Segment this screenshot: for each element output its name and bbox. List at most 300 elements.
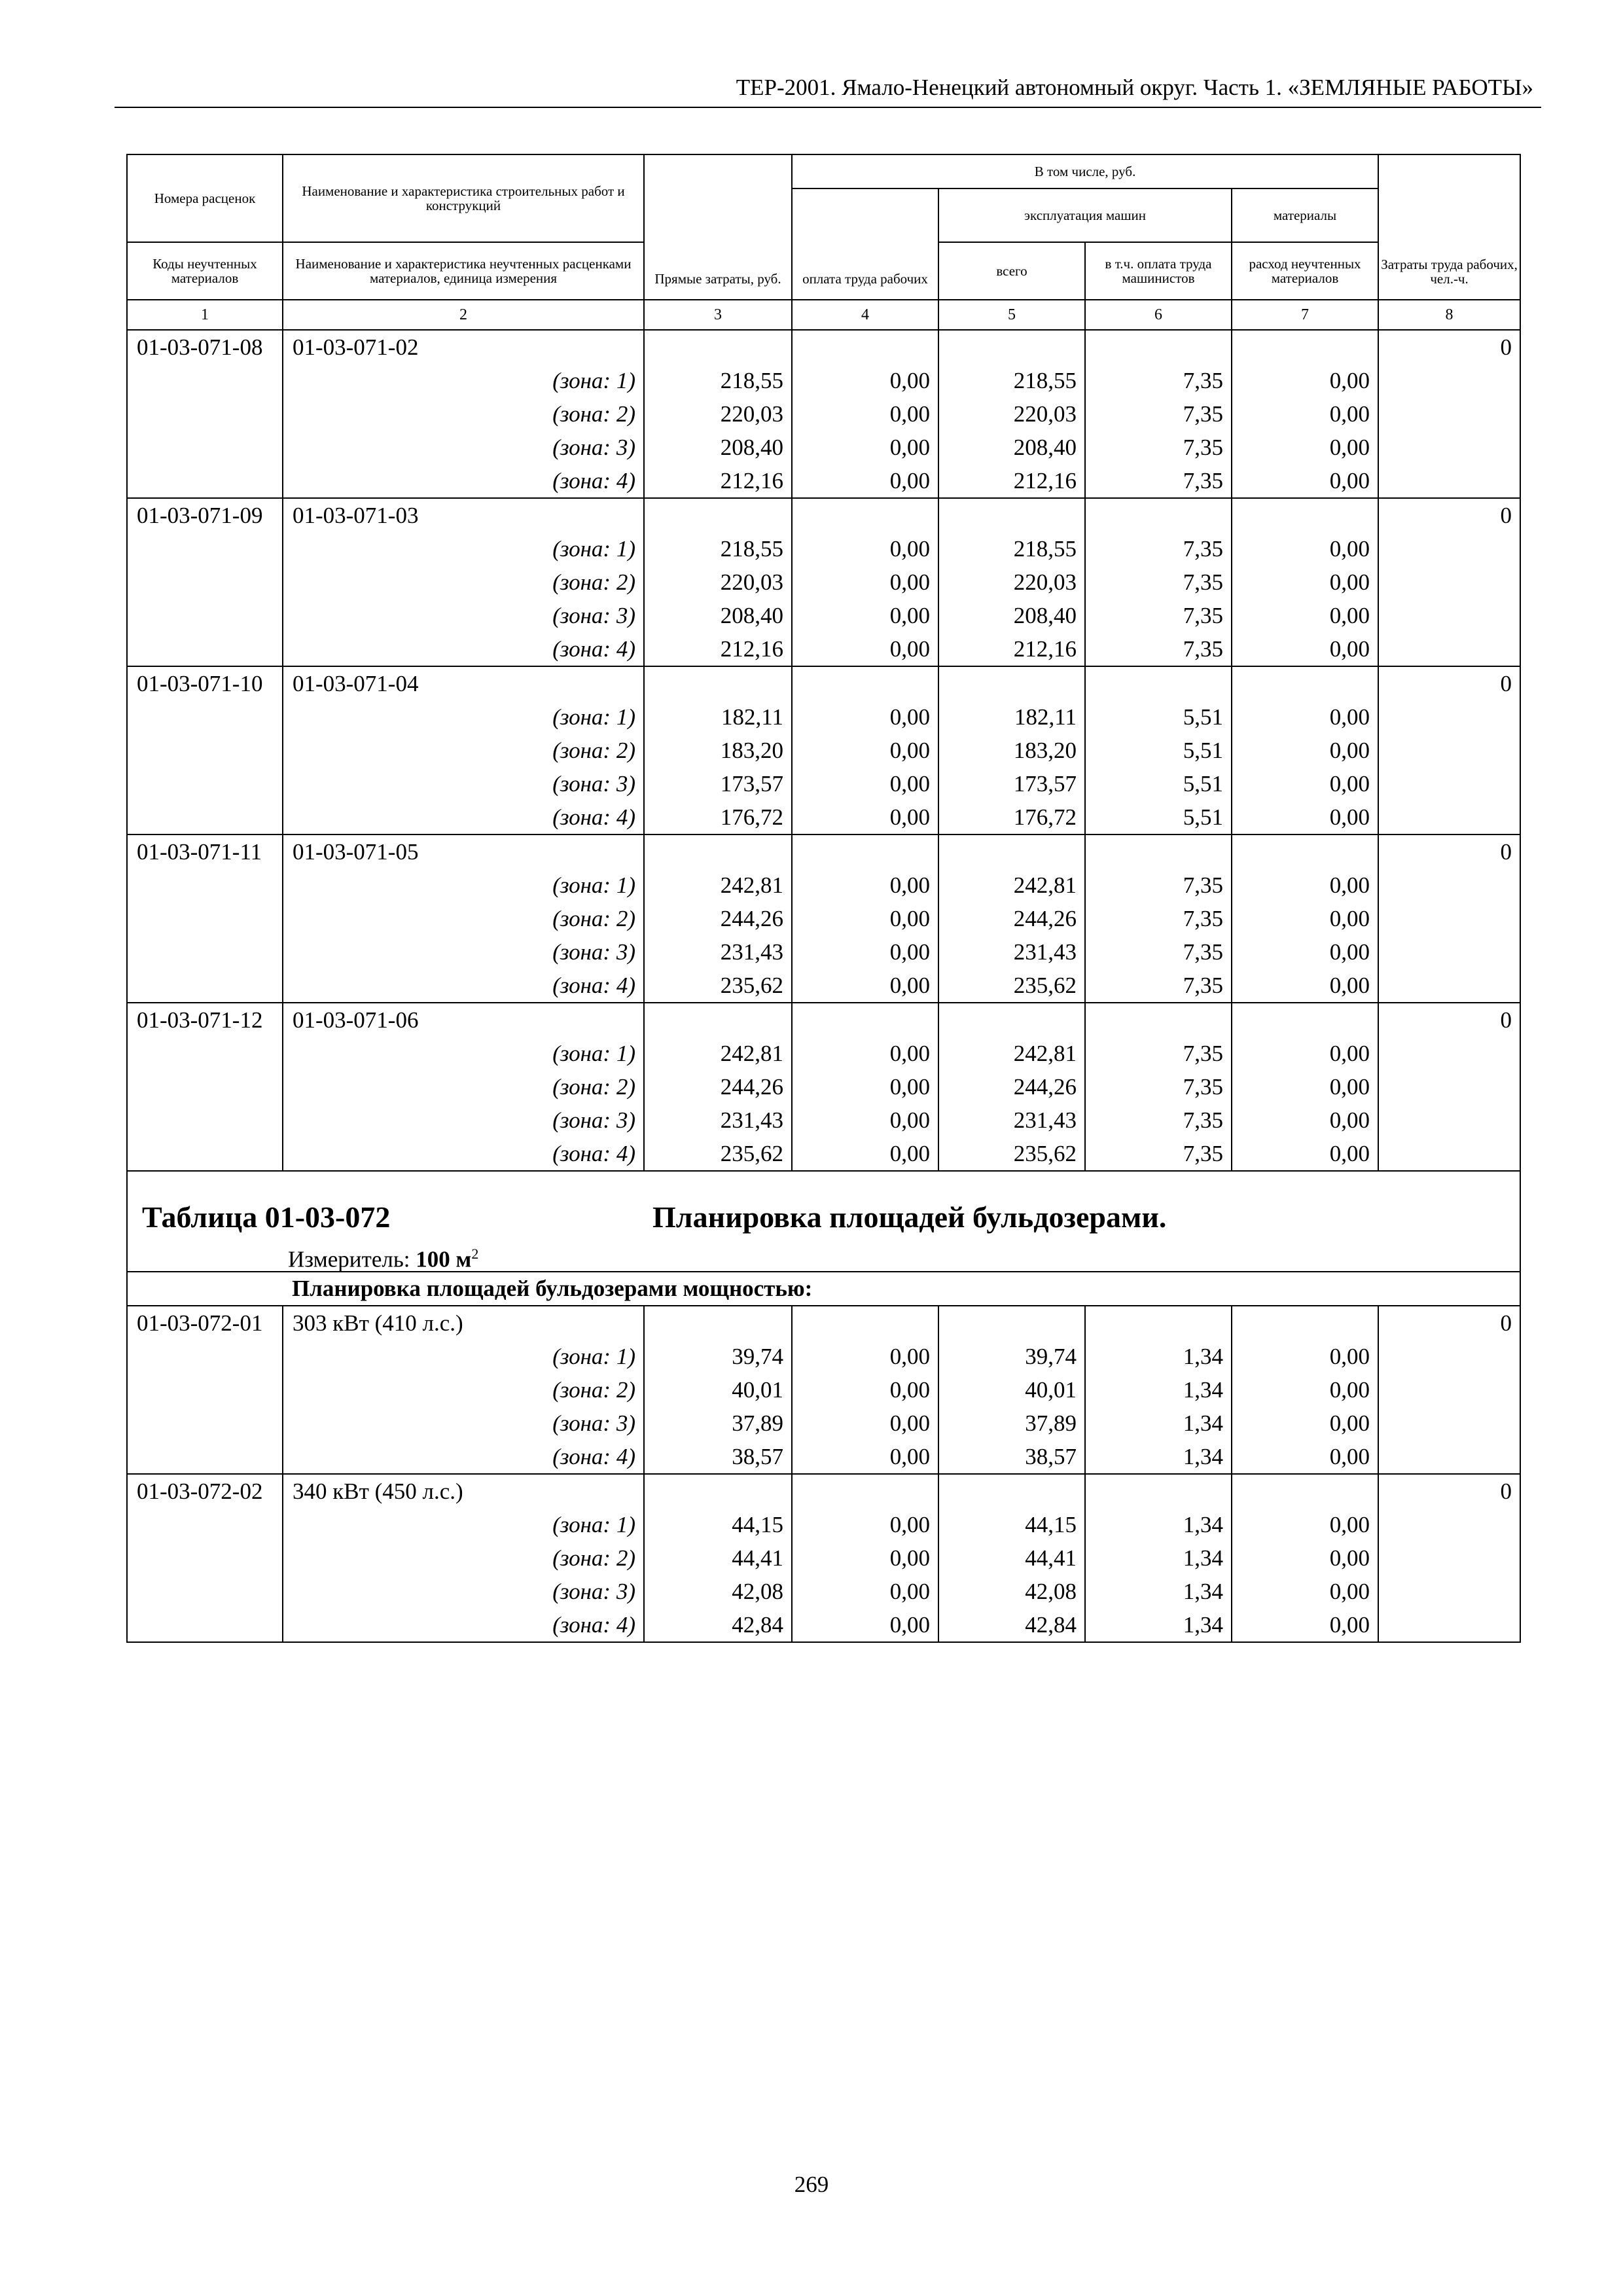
machinist-pay: 1,34 — [1085, 1407, 1232, 1440]
direct-costs: 231,43 — [644, 935, 792, 969]
empty-cell — [792, 1474, 938, 1508]
labor-pay: 0,00 — [792, 632, 938, 666]
running-head — [115, 71, 1541, 108]
machine-total: 231,43 — [938, 935, 1085, 969]
zone-label: (зона: 2) — [283, 1373, 644, 1407]
rate-group-row — [127, 1474, 1520, 1508]
zone-row — [127, 1137, 1520, 1171]
empty-cell — [127, 565, 283, 599]
zone-label: (зона: 2) — [283, 397, 644, 431]
labor-costs: 0 — [1378, 498, 1520, 532]
zone-row — [127, 1070, 1520, 1103]
empty-cell — [127, 935, 283, 969]
materials-consumption: 0,00 — [1232, 767, 1378, 800]
zone-label: (зона: 3) — [283, 431, 644, 464]
empty-cell — [1085, 330, 1232, 364]
zone-row — [127, 1440, 1520, 1474]
zone-label: (зона: 3) — [283, 1407, 644, 1440]
materials-consumption: 0,00 — [1232, 969, 1378, 1003]
zone-label: (зона: 4) — [283, 1440, 644, 1474]
zone-label: (зона: 3) — [283, 935, 644, 969]
labor-pay: 0,00 — [792, 364, 938, 397]
empty-cell — [1378, 1340, 1520, 1373]
rate-name: 01-03-071-04 — [283, 666, 644, 700]
zone-label: (зона: 1) — [283, 1340, 644, 1373]
labor-pay: 0,00 — [792, 1508, 938, 1541]
zone-row — [127, 1575, 1520, 1608]
empty-cell — [1378, 902, 1520, 935]
zone-row — [127, 565, 1520, 599]
machinist-pay: 7,35 — [1085, 869, 1232, 902]
empty-cell — [1085, 834, 1232, 869]
zone-label: (зона: 4) — [283, 1608, 644, 1642]
machine-total: 235,62 — [938, 1137, 1085, 1171]
empty-cell — [1378, 869, 1520, 902]
empty-cell — [1232, 1003, 1378, 1037]
machinist-pay: 7,35 — [1085, 599, 1232, 632]
zone-label: (зона: 4) — [283, 800, 644, 834]
empty-cell — [792, 498, 938, 532]
machinist-pay: 7,35 — [1085, 902, 1232, 935]
measure-exp: 2 — [471, 1246, 479, 1262]
labor-pay: 0,00 — [792, 734, 938, 767]
empty-cell — [792, 834, 938, 869]
header-direct-costs: Прямые затраты, руб. — [644, 154, 792, 300]
machinist-pay: 5,51 — [1085, 734, 1232, 767]
header-materials: материалы — [1232, 188, 1378, 242]
direct-costs: 208,40 — [644, 599, 792, 632]
empty-cell — [127, 1440, 283, 1474]
materials-consumption: 0,00 — [1232, 1440, 1378, 1474]
empty-cell — [127, 1070, 283, 1103]
machine-total: 39,74 — [938, 1340, 1085, 1373]
materials-consumption: 0,00 — [1232, 632, 1378, 666]
direct-costs: 244,26 — [644, 1070, 792, 1103]
empty-cell — [127, 632, 283, 666]
materials-consumption: 0,00 — [1232, 1373, 1378, 1407]
zone-row — [127, 1037, 1520, 1070]
machinist-pay: 7,35 — [1085, 397, 1232, 431]
empty-cell — [1085, 1306, 1232, 1340]
empty-cell — [127, 364, 283, 397]
direct-costs: 42,84 — [644, 1608, 792, 1642]
empty-cell — [1378, 1407, 1520, 1440]
rate-name: 303 кВт (410 л.с.) — [283, 1306, 644, 1340]
rate-code: 01-03-071-10 — [127, 666, 283, 700]
machinist-pay: 1,34 — [1085, 1541, 1232, 1575]
machine-total: 44,15 — [938, 1508, 1085, 1541]
header-materials-name: Наименование и характеристика неучтенных расценками материалов, единица измерения — [283, 242, 644, 300]
empty-cell — [127, 700, 283, 734]
empty-cell — [127, 1037, 283, 1070]
zone-row — [127, 1508, 1520, 1541]
rate-group-row — [127, 1306, 1520, 1340]
zone-row — [127, 464, 1520, 498]
empty-cell — [127, 1137, 283, 1171]
machine-total: 220,03 — [938, 565, 1085, 599]
zone-label: (зона: 4) — [283, 1137, 644, 1171]
zone-label: (зона: 1) — [283, 869, 644, 902]
zone-row — [127, 767, 1520, 800]
machinist-pay: 1,34 — [1085, 1373, 1232, 1407]
rate-name: 01-03-071-03 — [283, 498, 644, 532]
zone-row — [127, 869, 1520, 902]
machine-total: 212,16 — [938, 632, 1085, 666]
column-number: 8 — [1378, 300, 1520, 330]
direct-costs: 220,03 — [644, 397, 792, 431]
rate-name: 01-03-071-05 — [283, 834, 644, 869]
zone-row — [127, 1541, 1520, 1575]
machine-total: 38,57 — [938, 1440, 1085, 1474]
column-number: 6 — [1085, 300, 1232, 330]
column-number: 4 — [792, 300, 938, 330]
measure-label: Измеритель: — [288, 1246, 410, 1272]
machine-total: 176,72 — [938, 800, 1085, 834]
zone-label: (зона: 3) — [283, 599, 644, 632]
rate-group-row — [127, 330, 1520, 364]
zone-row — [127, 1103, 1520, 1137]
rate-group-row — [127, 498, 1520, 532]
labor-costs: 0 — [1378, 834, 1520, 869]
labor-pay: 0,00 — [792, 935, 938, 969]
rate-code: 01-03-071-11 — [127, 834, 283, 869]
measure — [288, 1237, 478, 1276]
header-work-name: Наименование и характеристика строительных работ и конструкций — [283, 154, 644, 242]
empty-cell — [1232, 834, 1378, 869]
empty-cell — [1232, 498, 1378, 532]
materials-consumption: 0,00 — [1232, 1037, 1378, 1070]
empty-cell — [1378, 1440, 1520, 1474]
empty-cell — [127, 532, 283, 565]
direct-costs: 212,16 — [644, 464, 792, 498]
machine-total: 212,16 — [938, 464, 1085, 498]
machine-total: 208,40 — [938, 431, 1085, 464]
rate-code: 01-03-072-01 — [127, 1306, 283, 1340]
materials-consumption: 0,00 — [1232, 464, 1378, 498]
machinist-pay: 5,51 — [1085, 800, 1232, 834]
machine-total: 220,03 — [938, 397, 1085, 431]
direct-costs: 42,08 — [644, 1575, 792, 1608]
zone-row — [127, 431, 1520, 464]
labor-pay: 0,00 — [792, 464, 938, 498]
machine-total: 242,81 — [938, 1037, 1085, 1070]
zone-label: (зона: 3) — [283, 1575, 644, 1608]
table-body-072 — [127, 1306, 1520, 1642]
zone-row — [127, 969, 1520, 1003]
empty-cell — [127, 767, 283, 800]
empty-cell — [1378, 969, 1520, 1003]
machinist-pay: 1,34 — [1085, 1340, 1232, 1373]
header-incl-machinist-pay: в т.ч. оплата труда машинистов — [1085, 242, 1232, 300]
measure-value: 100 м — [416, 1246, 472, 1272]
empty-cell — [1378, 397, 1520, 431]
rate-group-row — [127, 1003, 1520, 1037]
machine-total: 208,40 — [938, 599, 1085, 632]
machine-total: 44,41 — [938, 1541, 1085, 1575]
subheading-spacer — [127, 1272, 283, 1306]
zone-label: (зона: 2) — [283, 1541, 644, 1575]
materials-consumption: 0,00 — [1232, 1407, 1378, 1440]
rate-group-row — [127, 666, 1520, 700]
empty-cell — [792, 330, 938, 364]
zone-label: (зона: 4) — [283, 969, 644, 1003]
empty-cell — [1378, 1037, 1520, 1070]
rate-code: 01-03-072-02 — [127, 1474, 283, 1508]
direct-costs: 183,20 — [644, 734, 792, 767]
labor-costs: 0 — [1378, 666, 1520, 700]
materials-consumption: 0,00 — [1232, 1508, 1378, 1541]
rate-group-row — [127, 834, 1520, 869]
zone-label: (зона: 1) — [283, 700, 644, 734]
labor-pay: 0,00 — [792, 431, 938, 464]
zone-label: (зона: 1) — [283, 364, 644, 397]
materials-consumption: 0,00 — [1232, 700, 1378, 734]
empty-cell — [127, 1373, 283, 1407]
empty-cell — [127, 1508, 283, 1541]
direct-costs: 231,43 — [644, 1103, 792, 1137]
zone-row — [127, 1373, 1520, 1407]
direct-costs: 218,55 — [644, 364, 792, 397]
header-labor-pay: оплата труда рабочих — [792, 188, 938, 300]
machine-total: 173,57 — [938, 767, 1085, 800]
machine-total: 235,62 — [938, 969, 1085, 1003]
empty-cell — [1378, 565, 1520, 599]
machinist-pay: 7,35 — [1085, 1137, 1232, 1171]
page-number: 269 — [794, 2172, 829, 2197]
zone-row — [127, 532, 1520, 565]
rate-name: 340 кВт (450 л.с.) — [283, 1474, 644, 1508]
machinist-pay: 7,35 — [1085, 1037, 1232, 1070]
subheading: Планировка площадей бульдозерами мощностью: — [283, 1272, 1520, 1306]
machinist-pay: 7,35 — [1085, 1103, 1232, 1137]
direct-costs: 220,03 — [644, 565, 792, 599]
empty-cell — [127, 1340, 283, 1373]
labor-pay: 0,00 — [792, 1407, 938, 1440]
direct-costs: 39,74 — [644, 1340, 792, 1373]
machine-total: 42,84 — [938, 1608, 1085, 1642]
column-number: 2 — [283, 300, 644, 330]
zone-row — [127, 1407, 1520, 1440]
empty-cell — [792, 666, 938, 700]
empty-cell — [1378, 532, 1520, 565]
materials-consumption: 0,00 — [1232, 1070, 1378, 1103]
empty-cell — [1232, 1474, 1378, 1508]
empty-cell — [1085, 498, 1232, 532]
empty-cell — [1378, 1608, 1520, 1642]
zone-row — [127, 734, 1520, 767]
machinist-pay: 7,35 — [1085, 532, 1232, 565]
section-072 — [127, 1171, 1520, 1306]
direct-costs: 235,62 — [644, 969, 792, 1003]
materials-consumption: 0,00 — [1232, 1575, 1378, 1608]
direct-costs: 44,41 — [644, 1541, 792, 1575]
machine-total: 183,20 — [938, 734, 1085, 767]
empty-cell — [1378, 1575, 1520, 1608]
direct-costs: 235,62 — [644, 1137, 792, 1171]
materials-consumption: 0,00 — [1232, 532, 1378, 565]
empty-cell — [1378, 1373, 1520, 1407]
header-rates-numbers: Номера расценок — [127, 154, 283, 242]
labor-pay: 0,00 — [792, 1541, 938, 1575]
empty-cell — [644, 1003, 792, 1037]
machine-total: 231,43 — [938, 1103, 1085, 1137]
materials-consumption: 0,00 — [1232, 734, 1378, 767]
direct-costs: 173,57 — [644, 767, 792, 800]
machinist-pay: 7,35 — [1085, 431, 1232, 464]
zone-row — [127, 1340, 1520, 1373]
empty-cell — [127, 431, 283, 464]
labor-pay: 0,00 — [792, 767, 938, 800]
labor-pay: 0,00 — [792, 1373, 938, 1407]
rate-name: 01-03-071-06 — [283, 1003, 644, 1037]
header-labor-costs: Затраты труда рабочих, чел.-ч. — [1378, 154, 1520, 300]
empty-cell — [938, 1306, 1085, 1340]
labor-pay: 0,00 — [792, 565, 938, 599]
empty-cell — [644, 498, 792, 532]
labor-pay: 0,00 — [792, 700, 938, 734]
zone-label: (зона: 4) — [283, 464, 644, 498]
direct-costs: 244,26 — [644, 902, 792, 935]
zone-label: (зона: 3) — [283, 767, 644, 800]
empty-cell — [1378, 800, 1520, 834]
header-machine-operation: эксплуатация машин — [938, 188, 1232, 242]
empty-cell — [127, 1608, 283, 1642]
empty-cell — [792, 1003, 938, 1037]
empty-cell — [1085, 1003, 1232, 1037]
materials-consumption: 0,00 — [1232, 800, 1378, 834]
empty-cell — [127, 1407, 283, 1440]
machinist-pay: 1,34 — [1085, 1440, 1232, 1474]
empty-cell — [1378, 767, 1520, 800]
empty-cell — [1378, 1103, 1520, 1137]
labor-pay: 0,00 — [792, 1070, 938, 1103]
materials-consumption: 0,00 — [1232, 869, 1378, 902]
labor-pay: 0,00 — [792, 869, 938, 902]
table-name: Планировка площадей бульдозерами. — [652, 1200, 1167, 1234]
direct-costs: 242,81 — [644, 869, 792, 902]
rate-name: 01-03-071-02 — [283, 330, 644, 364]
empty-cell — [127, 902, 283, 935]
machine-total: 218,55 — [938, 532, 1085, 565]
zone-label: (зона: 2) — [283, 565, 644, 599]
materials-consumption: 0,00 — [1232, 1137, 1378, 1171]
labor-costs: 0 — [1378, 1003, 1520, 1037]
empty-cell — [644, 1474, 792, 1508]
empty-cell — [127, 599, 283, 632]
machinist-pay: 7,35 — [1085, 632, 1232, 666]
machine-total: 218,55 — [938, 364, 1085, 397]
materials-consumption: 0,00 — [1232, 1608, 1378, 1642]
column-number: 7 — [1232, 300, 1378, 330]
zone-row — [127, 1608, 1520, 1642]
empty-cell — [1378, 1508, 1520, 1541]
labor-pay: 0,00 — [792, 800, 938, 834]
empty-cell — [127, 464, 283, 498]
materials-consumption: 0,00 — [1232, 397, 1378, 431]
machinist-pay: 1,34 — [1085, 1575, 1232, 1608]
empty-cell — [1378, 632, 1520, 666]
direct-costs: 182,11 — [644, 700, 792, 734]
machine-total: 244,26 — [938, 1070, 1085, 1103]
zone-label: (зона: 2) — [283, 734, 644, 767]
section-title-cell — [127, 1171, 1520, 1272]
empty-cell — [127, 869, 283, 902]
labor-pay: 0,00 — [792, 902, 938, 935]
labor-pay: 0,00 — [792, 1440, 938, 1474]
labor-pay: 0,00 — [792, 1037, 938, 1070]
direct-costs: 37,89 — [644, 1407, 792, 1440]
labor-pay: 0,00 — [792, 532, 938, 565]
machinist-pay: 7,35 — [1085, 935, 1232, 969]
header-unaccounted-consumption: расход неучтенных материалов — [1232, 242, 1378, 300]
empty-cell — [127, 1541, 283, 1575]
direct-costs: 38,57 — [644, 1440, 792, 1474]
zone-row — [127, 364, 1520, 397]
empty-cell — [1378, 1070, 1520, 1103]
empty-cell — [1085, 666, 1232, 700]
zone-row — [127, 800, 1520, 834]
empty-cell — [1085, 1474, 1232, 1508]
materials-consumption: 0,00 — [1232, 364, 1378, 397]
empty-cell — [1378, 1541, 1520, 1575]
empty-cell — [644, 1306, 792, 1340]
direct-costs: 40,01 — [644, 1373, 792, 1407]
header-total: всего — [938, 242, 1085, 300]
zone-row — [127, 902, 1520, 935]
empty-cell — [127, 734, 283, 767]
rates-table — [126, 154, 1521, 1643]
empty-cell — [938, 666, 1085, 700]
zone-label: (зона: 4) — [283, 632, 644, 666]
column-number: 3 — [644, 300, 792, 330]
rate-code: 01-03-071-09 — [127, 498, 283, 532]
zone-label: (зона: 2) — [283, 1070, 644, 1103]
machinist-pay: 1,34 — [1085, 1508, 1232, 1541]
direct-costs: 208,40 — [644, 431, 792, 464]
empty-cell — [127, 397, 283, 431]
empty-cell — [938, 834, 1085, 869]
empty-cell — [127, 1103, 283, 1137]
table-label: Таблица 01-03-072 — [142, 1200, 391, 1234]
empty-cell — [1378, 935, 1520, 969]
empty-cell — [127, 800, 283, 834]
empty-cell — [127, 969, 283, 1003]
empty-cell — [644, 330, 792, 364]
labor-pay: 0,00 — [792, 969, 938, 1003]
labor-costs: 0 — [1378, 330, 1520, 364]
labor-costs: 0 — [1378, 1474, 1520, 1508]
zone-label: (зона: 3) — [283, 1103, 644, 1137]
direct-costs: 176,72 — [644, 800, 792, 834]
zone-row — [127, 700, 1520, 734]
empty-cell — [1232, 330, 1378, 364]
labor-costs: 0 — [1378, 1306, 1520, 1340]
machinist-pay: 7,35 — [1085, 364, 1232, 397]
running-head-text: ТЕР-2001. Ямало-Ненецкий автономный округ. Часть 1. «ЗЕМЛЯНЫЕ РАБОТЫ» — [736, 75, 1533, 100]
table-body-071 — [127, 330, 1520, 1171]
zone-row — [127, 935, 1520, 969]
empty-cell — [792, 1306, 938, 1340]
zone-row — [127, 599, 1520, 632]
empty-cell — [1378, 734, 1520, 767]
machinist-pay: 7,35 — [1085, 464, 1232, 498]
column-number: 1 — [127, 300, 283, 330]
empty-cell — [1378, 700, 1520, 734]
empty-cell — [1378, 364, 1520, 397]
column-number: 5 — [938, 300, 1085, 330]
materials-consumption: 0,00 — [1232, 1103, 1378, 1137]
empty-cell — [1378, 431, 1520, 464]
